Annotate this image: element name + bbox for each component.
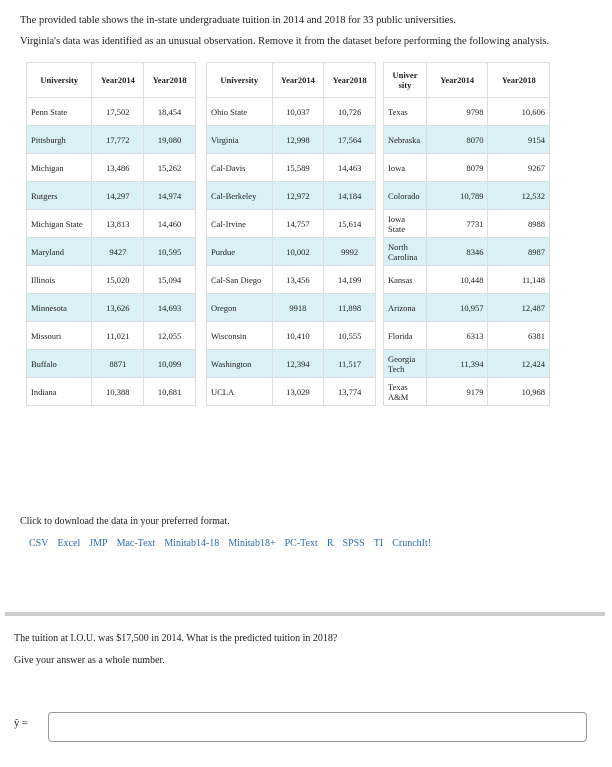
question-line-1: The tuition at I.O.U. was $17,500 in 2014. What is the predicted tuition in 2018?: [14, 633, 338, 644]
year2014-cell: 10,957: [426, 294, 488, 322]
table-row: [207, 210, 376, 238]
year2014-cell: 10,002: [272, 238, 324, 266]
year2014-cell: 10,448: [426, 266, 488, 294]
year2018-cell: 14,974: [144, 182, 196, 210]
year2018-cell: 10,099: [144, 350, 196, 378]
university-cell: Illinois: [27, 266, 92, 294]
download-link-ti[interactable]: TI: [373, 538, 384, 549]
university-cell: Cal-Davis: [207, 154, 273, 182]
section-divider: [5, 612, 605, 616]
question: [14, 628, 337, 672]
header-year2014: Year2014: [272, 63, 324, 98]
download-link-jmp[interactable]: JMP: [89, 538, 108, 549]
header-year2018: Year2018: [144, 63, 196, 98]
download-link-r[interactable]: R: [326, 538, 334, 549]
university-cell: Indiana: [27, 378, 92, 406]
year2018-cell: 10,606: [488, 98, 550, 126]
year2018-cell: 6381: [488, 322, 550, 350]
year2014-cell: 8346: [426, 238, 488, 266]
year2018-cell: 15,614: [324, 210, 376, 238]
table-row: [207, 154, 376, 182]
data-table-1: [26, 62, 196, 406]
year2014-cell: 13,486: [92, 154, 144, 182]
table-row: [27, 210, 196, 238]
table-row: [27, 294, 196, 322]
university-cell: Cal-San Diego: [207, 266, 273, 294]
year2014-cell: 8070: [426, 126, 488, 154]
year2018-cell: 12,055: [144, 322, 196, 350]
year2014-cell: 12,998: [272, 126, 324, 154]
year2018-cell: 10,555: [324, 322, 376, 350]
university-cell: Michigan: [27, 154, 92, 182]
year2014-cell: 13,029: [272, 378, 324, 406]
year2014-cell: 12,972: [272, 182, 324, 210]
university-cell: Iowa: [384, 154, 427, 182]
year2018-cell: 9992: [324, 238, 376, 266]
university-cell: Nebraska: [384, 126, 427, 154]
university-cell: Penn State: [27, 98, 92, 126]
table-row: [384, 322, 550, 350]
year2018-cell: 14,693: [144, 294, 196, 322]
table-row: [27, 266, 196, 294]
university-cell: Kansas: [384, 266, 427, 294]
year2014-cell: 17,502: [92, 98, 144, 126]
year2018-cell: 17,564: [324, 126, 376, 154]
university-cell: Purdue: [207, 238, 273, 266]
year2018-cell: 14,463: [324, 154, 376, 182]
year2018-cell: 10,681: [144, 378, 196, 406]
year2014-cell: 11,021: [92, 322, 144, 350]
year2014-cell: 13,813: [92, 210, 144, 238]
table-row: [384, 126, 550, 154]
year2014-cell: 10,410: [272, 322, 324, 350]
year2018-cell: 11,517: [324, 350, 376, 378]
year2014-cell: 8871: [92, 350, 144, 378]
table-row: [207, 98, 376, 126]
header-year2014: Year2014: [92, 63, 144, 98]
download-link-excel[interactable]: Excel: [57, 538, 81, 549]
header-year2018: Year2018: [324, 63, 376, 98]
university-cell: Arizona: [384, 294, 427, 322]
university-cell: Iowa State: [384, 210, 427, 238]
university-cell: North Carolina: [384, 238, 427, 266]
university-cell: Virginia: [207, 126, 273, 154]
table-row: [384, 266, 550, 294]
year2014-cell: 17,772: [92, 126, 144, 154]
year2014-cell: 15,589: [272, 154, 324, 182]
year2018-cell: 19,080: [144, 126, 196, 154]
table-row: [384, 98, 550, 126]
download-instruction: Click to download the data in your preferred format.: [20, 516, 230, 527]
intro-line-1: The provided table shows the in-state undergraduate tuition in 2014 and 2018 for 33 public universities.: [20, 15, 457, 26]
download-link-pc-text[interactable]: PC-Text: [284, 538, 318, 549]
year2014-cell: 10,388: [92, 378, 144, 406]
year2014-cell: 14,757: [272, 210, 324, 238]
intro-line-2: Virginia's data was identified as an unusual observation. Remove it from the dataset before performing the following analysis.: [20, 36, 550, 47]
year2018-cell: 10,595: [144, 238, 196, 266]
data-table-2: [206, 62, 376, 406]
table-row: [384, 378, 550, 406]
year2014-cell: 10,037: [272, 98, 324, 126]
university-cell: Maryland: [27, 238, 92, 266]
header-year2018: Year2018: [488, 63, 550, 98]
year2018-cell: 12,487: [488, 294, 550, 322]
table-row: [207, 238, 376, 266]
download-link-csv[interactable]: CSV: [29, 538, 49, 549]
year2018-cell: 13,774: [324, 378, 376, 406]
table-row: [27, 182, 196, 210]
university-cell: Colorado: [384, 182, 427, 210]
year2014-cell: 13,626: [92, 294, 144, 322]
data-table-3: [383, 62, 550, 406]
table-row: [27, 378, 196, 406]
table-row: [384, 238, 550, 266]
university-cell: Georgia Tech: [384, 350, 427, 378]
year2014-cell: 9918: [272, 294, 324, 322]
answer-input[interactable]: [48, 712, 587, 742]
download-link-crunchit[interactable]: CrunchIt!: [392, 538, 432, 549]
download-link-spss[interactable]: SPSS: [342, 538, 365, 549]
table-row: [384, 210, 550, 238]
university-cell: Washington: [207, 350, 273, 378]
table-row: [384, 182, 550, 210]
table-row: [207, 350, 376, 378]
year2018-cell: 9267: [488, 154, 550, 182]
year2018-cell: 14,460: [144, 210, 196, 238]
year2014-cell: 10,789: [426, 182, 488, 210]
header-year2014: Year2014: [426, 63, 488, 98]
year2014-cell: 15,020: [92, 266, 144, 294]
table-row: [384, 294, 550, 322]
year2014-cell: 9798: [426, 98, 488, 126]
year2018-cell: 14,184: [324, 182, 376, 210]
year2018-cell: 12,424: [488, 350, 550, 378]
table-row: [27, 98, 196, 126]
header-university: University: [207, 63, 273, 98]
university-cell: Texas A&M: [384, 378, 427, 406]
year2018-cell: 10,726: [324, 98, 376, 126]
year2018-cell: 15,262: [144, 154, 196, 182]
table-row: [384, 154, 550, 182]
university-cell: Buffalo: [27, 350, 92, 378]
university-cell: Michigan State: [27, 210, 92, 238]
university-cell: Rutgers: [27, 182, 92, 210]
table-row: [384, 350, 550, 378]
year2014-cell: 9179: [426, 378, 488, 406]
university-cell: Wisconsin: [207, 322, 273, 350]
download-link-minitab18[interactable]: Minitab18+: [228, 538, 276, 549]
university-cell: Pittsburgh: [27, 126, 92, 154]
university-cell: Texas: [384, 98, 427, 126]
year2014-cell: 7731: [426, 210, 488, 238]
download-link-minitab14-18[interactable]: Minitab14-18: [164, 538, 220, 549]
university-cell: Minnesota: [27, 294, 92, 322]
university-cell: Missouri: [27, 322, 92, 350]
university-cell: Cal-Irvine: [207, 210, 273, 238]
year2018-cell: 15,094: [144, 266, 196, 294]
university-cell: UCLA: [207, 378, 273, 406]
university-cell: Ohio State: [207, 98, 273, 126]
year2018-cell: 9154: [488, 126, 550, 154]
year2014-cell: 9427: [92, 238, 144, 266]
table-row: [27, 126, 196, 154]
download-link-mac-text[interactable]: Mac-Text: [116, 538, 156, 549]
table-row: [207, 126, 376, 154]
year2014-cell: 14,297: [92, 182, 144, 210]
question-line-2: Give your answer as a whole number.: [14, 655, 165, 666]
header-university: University: [27, 63, 92, 98]
table-row: [27, 154, 196, 182]
university-cell: Cal-Berkeley: [207, 182, 273, 210]
year2018-cell: 12,532: [488, 182, 550, 210]
year2018-cell: 11,898: [324, 294, 376, 322]
year2018-cell: 14,199: [324, 266, 376, 294]
year2014-cell: 13,456: [272, 266, 324, 294]
table-row: [207, 182, 376, 210]
table-row: [27, 238, 196, 266]
year2014-cell: 6313: [426, 322, 488, 350]
university-cell: Oregon: [207, 294, 273, 322]
table-row: [207, 378, 376, 406]
table-row: [207, 322, 376, 350]
year2014-cell: 11,394: [426, 350, 488, 378]
table-row: [27, 322, 196, 350]
answer-label: ŷ =: [14, 718, 28, 729]
intro: [20, 10, 600, 52]
table-row: [27, 350, 196, 378]
table-row: [207, 294, 376, 322]
year2018-cell: 8988: [488, 210, 550, 238]
year2018-cell: 10,968: [488, 378, 550, 406]
header-university: Univer sity: [384, 63, 427, 98]
year2014-cell: 8079: [426, 154, 488, 182]
download-links: [29, 538, 440, 549]
year2018-cell: 18,454: [144, 98, 196, 126]
year2014-cell: 12,394: [272, 350, 324, 378]
year2018-cell: 8987: [488, 238, 550, 266]
university-cell: Florida: [384, 322, 427, 350]
table-row: [207, 266, 376, 294]
year2018-cell: 11,148: [488, 266, 550, 294]
